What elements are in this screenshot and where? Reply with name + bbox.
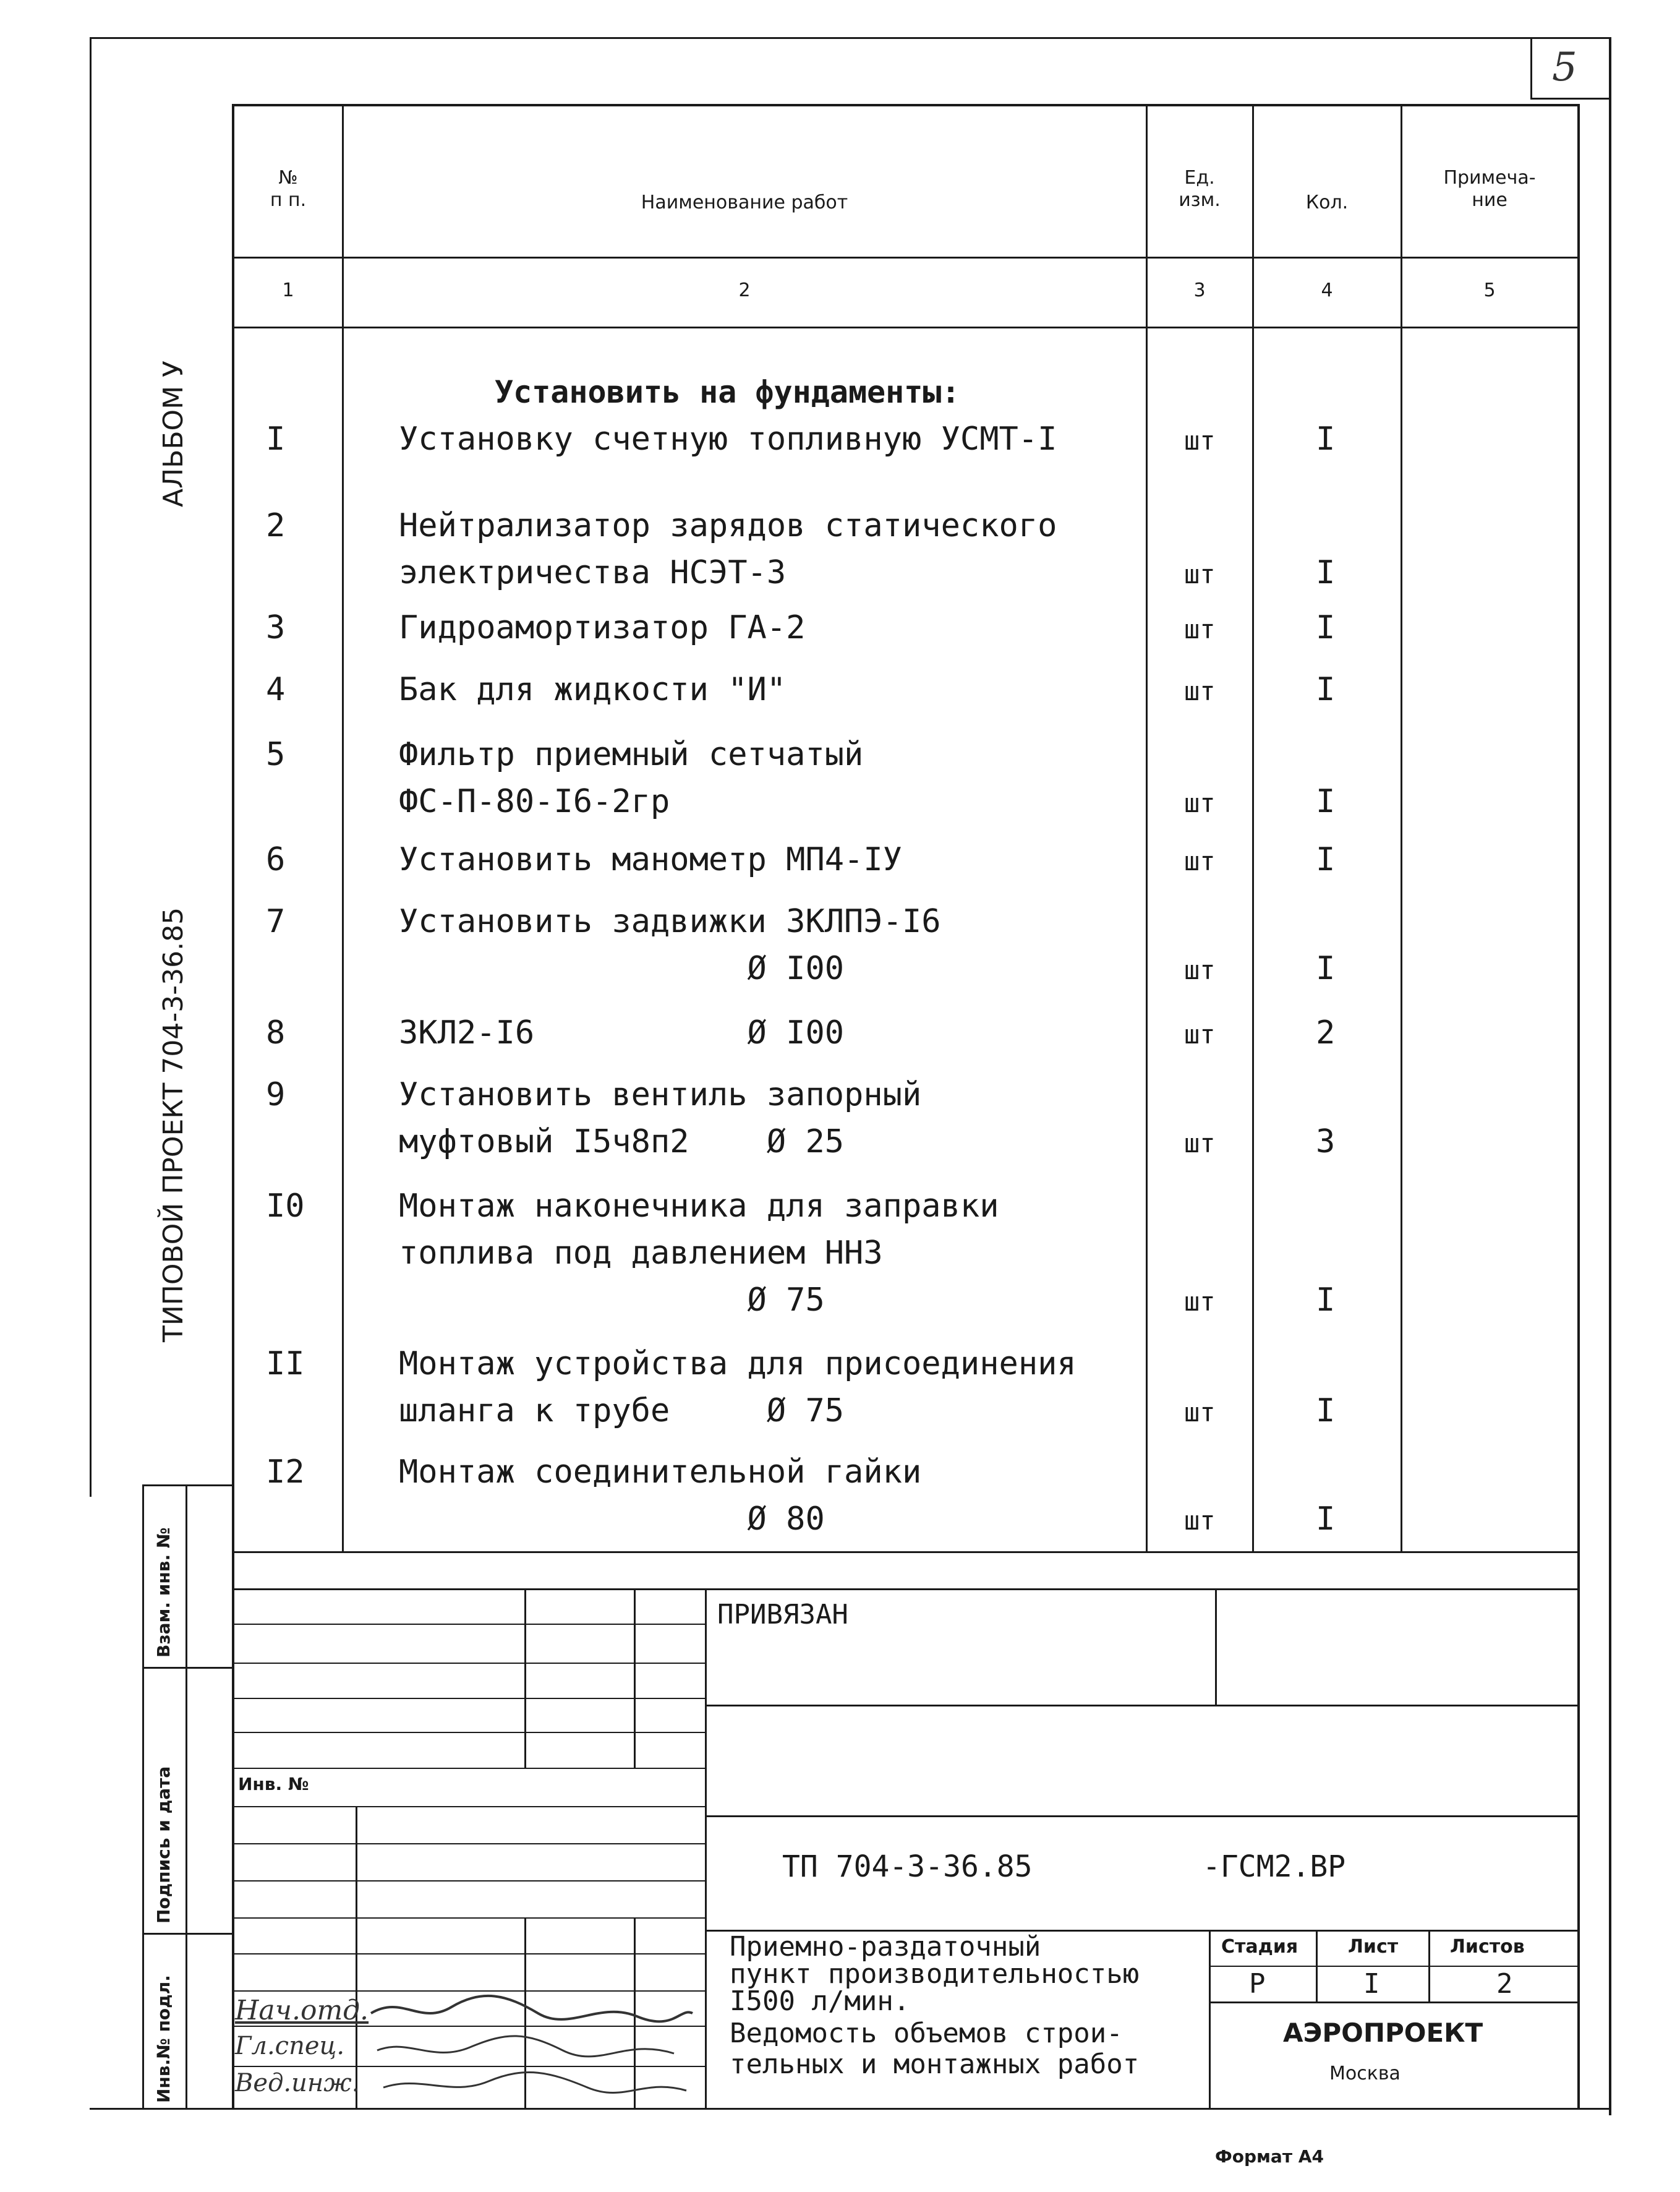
sheets-header: Листов bbox=[1450, 1936, 1525, 1958]
title-line-1: Приемно-раздаточный bbox=[730, 1931, 1041, 1963]
row-unit: шт bbox=[1184, 614, 1216, 644]
row-name-line: Установить манометр МП4-IУ bbox=[399, 841, 902, 878]
row-number: 5 bbox=[266, 736, 286, 773]
row-number: II bbox=[266, 1345, 305, 1382]
table-colnum-divider bbox=[232, 327, 1579, 328]
stamp-h-left-5 bbox=[232, 1768, 705, 1769]
row-name-line: Ø 75 bbox=[399, 1282, 825, 1319]
stamp-stage-v bbox=[1209, 1930, 1211, 2109]
row-name-line: шланга к трубе Ø 75 bbox=[399, 1392, 845, 1429]
row-number: 4 bbox=[266, 671, 286, 708]
row-number: I2 bbox=[266, 1453, 305, 1491]
row-qty: 3 bbox=[1316, 1123, 1336, 1160]
sheet-header: Лист bbox=[1348, 1936, 1399, 1958]
pagenum-box-bottom bbox=[1530, 98, 1611, 100]
sheet-value: I bbox=[1363, 1968, 1380, 2000]
stage-header: Стадия bbox=[1221, 1936, 1298, 1958]
row-unit: шт bbox=[1184, 559, 1216, 589]
row-number: 6 bbox=[266, 841, 286, 878]
row-qty: I bbox=[1316, 1282, 1336, 1319]
project-code: ТП 704-3-36.85 bbox=[782, 1849, 1033, 1884]
stamp-stage-v3 bbox=[1428, 1930, 1430, 2001]
header-num: № п п. bbox=[270, 167, 307, 211]
colnum-5: 5 bbox=[1483, 280, 1496, 301]
stamp-v2 bbox=[524, 1588, 526, 1768]
side-stamp-top bbox=[142, 1484, 232, 1486]
row-unit: шт bbox=[1184, 676, 1216, 706]
signature-scribble bbox=[365, 1989, 699, 2106]
col-sep-3 bbox=[1252, 104, 1254, 1551]
row-name-line: Монтаж соединительной гайки bbox=[399, 1453, 922, 1491]
side-stamp-div2 bbox=[142, 1933, 232, 1935]
row-unit: шт bbox=[1184, 1505, 1216, 1536]
project-label: ТИПОВОЙ ПРОЕКТ 704-3-36.85 bbox=[158, 907, 189, 1342]
section-title: Установить на фундаменты: bbox=[495, 374, 960, 410]
row-qty: I bbox=[1316, 1392, 1336, 1429]
row-name-line: Установить задвижки ЗКЛПЭ-I6 bbox=[399, 903, 941, 940]
vzam-inv-label: Взам. инв. № bbox=[153, 1527, 174, 1658]
row-name-line: Монтаж наконечника для заправки bbox=[399, 1188, 999, 1225]
side-stamp-outer bbox=[142, 1484, 144, 2109]
header-qty: Кол. bbox=[1305, 192, 1349, 213]
stamp-stage-h2 bbox=[1209, 2001, 1579, 2003]
row-name-line: Установку счетную топливную УСМТ-I bbox=[399, 421, 1057, 458]
table-right-border bbox=[1577, 104, 1580, 2108]
col-sep-1 bbox=[342, 104, 344, 1551]
stamp-h-left-8 bbox=[232, 1880, 705, 1882]
row-unit: шт bbox=[1184, 1287, 1216, 1317]
colnum-4: 4 bbox=[1321, 280, 1333, 301]
row-name-line: Ø I00 bbox=[399, 950, 845, 987]
side-stamp-inner bbox=[185, 1484, 187, 2109]
row-number: 8 bbox=[266, 1014, 286, 1051]
row-name-line: ФС-П-80-I6-2гр bbox=[399, 783, 670, 820]
inv-podl-label: Инв.№ подл. bbox=[153, 1975, 174, 2103]
header-unit: Ед. изм. bbox=[1179, 167, 1221, 211]
row-unit: шт bbox=[1184, 846, 1216, 876]
table-top-border bbox=[232, 104, 1579, 106]
stamp-stage-v2 bbox=[1316, 1930, 1318, 2001]
signature-row-1: Нач.отд. bbox=[235, 1995, 369, 2026]
row-name-line: Бак для жидкости "И" bbox=[399, 671, 787, 708]
row-qty: 2 bbox=[1316, 1014, 1336, 1051]
row-name-line: ЗКЛ2-I6 Ø I00 bbox=[399, 1014, 845, 1051]
stamp-v4 bbox=[705, 1588, 707, 2109]
inv-no-label: Инв. № bbox=[238, 1774, 309, 1794]
frame-right-line bbox=[1609, 37, 1611, 2115]
row-name-line: Ø 80 bbox=[399, 1501, 825, 1538]
row-qty: I bbox=[1316, 609, 1336, 646]
row-qty: I bbox=[1316, 841, 1336, 878]
row-number: 2 bbox=[266, 507, 286, 544]
row-name-line: Фильтр приемный сетчатый bbox=[399, 736, 864, 773]
stamp-v1 bbox=[356, 1806, 357, 2109]
podpis-data-label: Подпись и дата bbox=[153, 1766, 174, 1924]
row-name-line: Гидроамортизатор ГА-2 bbox=[399, 609, 806, 646]
page-number: 5 bbox=[1552, 45, 1577, 90]
stage-value: Р bbox=[1249, 1968, 1266, 2000]
org-name: АЭРОПРОЕКТ bbox=[1283, 2018, 1483, 2048]
col-sep-4 bbox=[1401, 104, 1402, 1551]
row-name-line: Установить вентиль запорный bbox=[399, 1076, 922, 1113]
privyazan-label: ПРИВЯЗАН bbox=[717, 1599, 848, 1630]
row-qty: I bbox=[1316, 1501, 1336, 1538]
stamp-h1 bbox=[232, 1588, 1579, 1590]
project-code-suffix: -ГСМ2.ВР bbox=[1203, 1849, 1346, 1884]
row-qty: I bbox=[1316, 783, 1336, 820]
row-qty: I bbox=[1316, 950, 1336, 987]
row-unit: шт bbox=[1184, 1397, 1216, 1428]
stamp-r-h2 bbox=[705, 1815, 1579, 1817]
col-sep-2 bbox=[1146, 104, 1148, 1551]
frame-top-line bbox=[90, 37, 1611, 39]
header-note: Примеча- ние bbox=[1443, 167, 1536, 211]
stamp-privyazan-v bbox=[1215, 1588, 1217, 1706]
row-number: 3 bbox=[266, 609, 286, 646]
row-name-line: Монтаж устройства для присоединения bbox=[399, 1345, 1077, 1382]
row-name-line: муфтовый I5ч8п2 Ø 25 bbox=[399, 1123, 845, 1160]
frame-left-line bbox=[90, 37, 92, 1497]
title-line-5: тельных и монтажных работ bbox=[730, 2049, 1140, 2080]
side-stamp-div1 bbox=[142, 1667, 232, 1669]
title-line-2: пункт производительностью bbox=[730, 1958, 1140, 1990]
header-name: Наименование работ bbox=[641, 192, 848, 213]
row-name-line: топлива под давлением ННЗ bbox=[399, 1235, 883, 1272]
row-number: 7 bbox=[266, 903, 286, 940]
row-name-line: электричества НСЭТ-3 bbox=[399, 554, 787, 591]
row-unit: шт bbox=[1184, 1128, 1216, 1158]
row-number: I0 bbox=[266, 1188, 305, 1225]
album-label: АЛЬБОМ У bbox=[158, 361, 189, 507]
stamp-v3 bbox=[634, 1588, 636, 1768]
row-unit: шт bbox=[1184, 955, 1216, 985]
frame-bottom-line bbox=[90, 2108, 1611, 2110]
row-number: 9 bbox=[266, 1076, 286, 1113]
stamp-r-h1 bbox=[705, 1705, 1579, 1706]
org-city: Москва bbox=[1329, 2063, 1401, 2084]
row-unit: шт bbox=[1184, 788, 1216, 818]
row-unit: шт bbox=[1184, 1019, 1216, 1050]
row-qty: I bbox=[1316, 421, 1336, 458]
row-unit: шт bbox=[1184, 426, 1216, 456]
title-line-3: I500 л/мин. bbox=[730, 1985, 910, 2017]
sheets-value: 2 bbox=[1496, 1968, 1513, 2000]
row-number: I bbox=[266, 421, 286, 458]
title-line-4: Ведомость объемов строи- bbox=[730, 2018, 1123, 2049]
signature-row-2: Гл.спец. bbox=[235, 2032, 345, 2060]
pagenum-box-left bbox=[1530, 37, 1532, 99]
stamp-stage-h1 bbox=[1209, 1966, 1579, 1967]
colnum-3: 3 bbox=[1193, 280, 1206, 301]
format-label: Формат А4 bbox=[1215, 2146, 1324, 2167]
stamp-h-left-7 bbox=[232, 1843, 705, 1844]
colnum-1: 1 bbox=[282, 280, 294, 301]
table-left-border bbox=[232, 104, 234, 2108]
table-body-bottom bbox=[232, 1551, 1579, 1553]
row-qty: I bbox=[1316, 554, 1336, 591]
signature-row-3: Вед.инж. bbox=[235, 2069, 360, 2097]
row-qty: I bbox=[1316, 671, 1336, 708]
colnum-2: 2 bbox=[738, 280, 751, 301]
table-header-divider bbox=[232, 257, 1579, 259]
row-name-line: Нейтрализатор зарядов статического bbox=[399, 507, 1057, 544]
stamp-h-left-6 bbox=[232, 1806, 705, 1807]
